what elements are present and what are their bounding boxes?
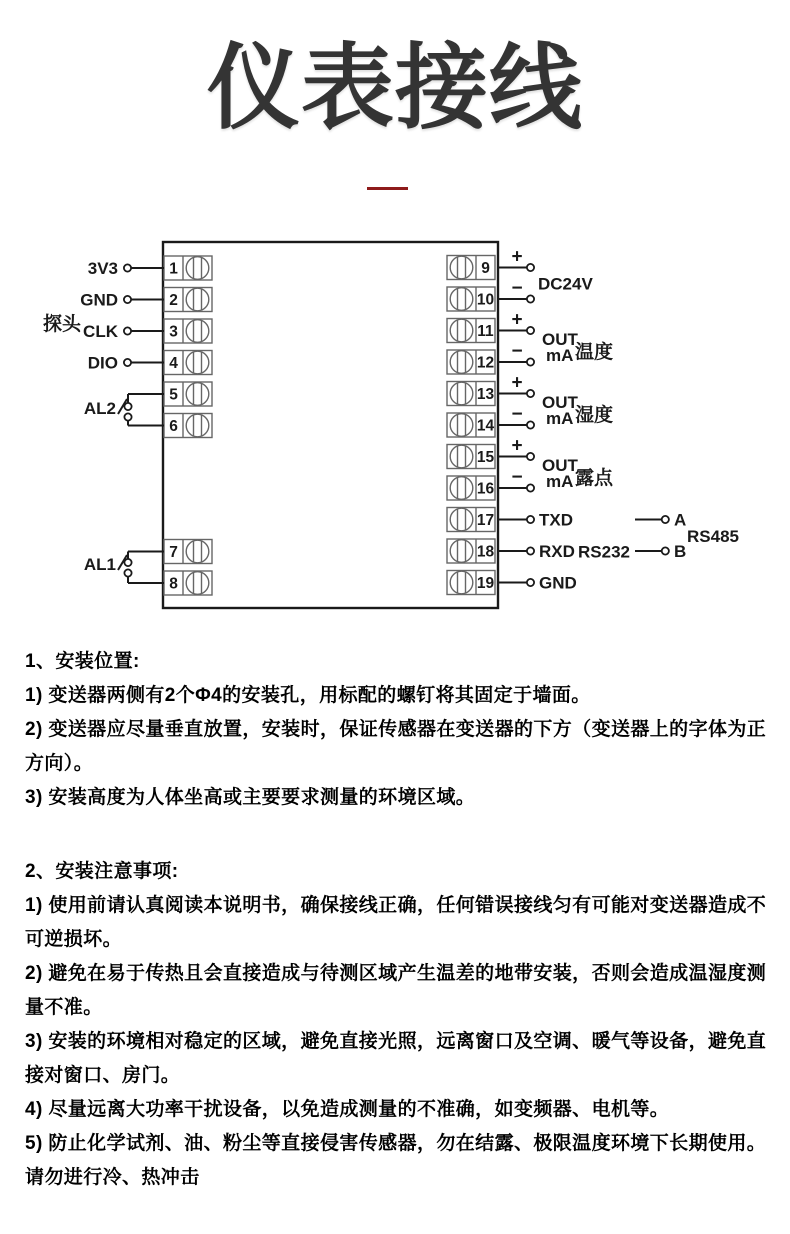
output-terminal-point <box>527 484 534 491</box>
page-title: 仪表接线 <box>207 36 583 140</box>
terminal-number-16: 16 <box>476 480 495 498</box>
instruction-item: 3) 安装的环境相对稳定的区域，避免直接光照，远离窗口及空调、暖气等设备，避免直接对窗口、房门。 <box>25 1031 767 1086</box>
instruction-item: 1) 使用前请认真阅读本说明书，确保接线正确，任何错误接线匀有可能对变送器造成不可逆损坏。 <box>25 895 767 950</box>
instruction-item: 2) 变送器应尽量垂直放置，安装时，保证传感器在变送器的下方（变送器上的字体为正方向）。 <box>25 719 767 774</box>
output-unit-label: mA <box>546 408 574 428</box>
terminal-screw-icon <box>186 572 209 595</box>
output-terminal-point <box>527 264 534 271</box>
output-out-label: OUT <box>542 392 578 412</box>
pin-label-GND: GND <box>80 290 118 310</box>
terminal-number-19: 19 <box>476 575 495 592</box>
probe-pin-terminal-point <box>124 264 131 271</box>
terminal-screw-icon <box>186 351 209 374</box>
terminal-screw-icon <box>450 414 473 437</box>
minus-sign: − <box>511 341 523 362</box>
terminal-screw-icon <box>450 540 473 563</box>
rs485-a-label: A <box>674 510 687 530</box>
output-name-label: 温度 <box>575 341 614 363</box>
serial-terminal-point <box>527 579 534 586</box>
serial-terminal-point <box>527 547 534 554</box>
pin-label-CLK: CLK <box>83 322 118 341</box>
terminal-screw-icon <box>450 351 473 374</box>
output-terminal-point <box>527 421 534 428</box>
terminal-number-2: 2 <box>169 292 178 309</box>
terminal-number-7: 7 <box>169 544 178 561</box>
terminal-number-12: 12 <box>476 354 495 372</box>
terminal-screw-icon <box>450 382 473 405</box>
instruction-section-1 <box>25 645 767 815</box>
plus-sign: + <box>511 246 523 268</box>
output-name-label: 湿度 <box>575 404 614 426</box>
terminal-number-17: 17 <box>476 512 495 529</box>
terminal-number-1: 1 <box>169 260 178 278</box>
instruction-section-2 <box>25 855 767 1195</box>
terminal-number-6: 6 <box>169 418 178 435</box>
output-out-label: OUT <box>542 455 578 475</box>
pin-label-DIO: DIO <box>87 353 118 373</box>
plus-sign: + <box>511 435 523 457</box>
terminal-number-10: 10 <box>476 291 495 309</box>
output-terminal-point <box>527 390 534 397</box>
terminal-screw-icon <box>450 571 473 594</box>
serial-label-TXD: TXD <box>539 510 573 530</box>
minus-sign: − <box>511 404 523 425</box>
terminal-screw-icon <box>186 288 209 311</box>
terminal-screw-icon <box>450 319 473 342</box>
output-out-label: OUT <box>542 329 578 349</box>
probe-label: 探头 <box>43 314 82 335</box>
terminal-screw-icon <box>186 257 209 280</box>
terminal-screw-icon <box>186 540 209 563</box>
rs485-terminal-point <box>662 516 669 523</box>
terminal-number-9: 9 <box>481 260 490 277</box>
output-terminal-point <box>527 295 534 302</box>
switch-contact-point <box>124 403 131 410</box>
minus-sign: − <box>511 467 523 488</box>
instruction-item: 2) 避免在易于传热且会直接造成与待测区域产生温差的地带安装，否则会造成温湿度测量不准。 <box>25 963 767 1018</box>
terminal-number-8: 8 <box>169 575 178 593</box>
rs232-label: RS232 <box>578 542 630 562</box>
output-terminal-point <box>527 358 534 365</box>
terminal-screw-icon <box>450 477 473 500</box>
probe-pin-terminal-point <box>124 359 131 366</box>
terminal-number-15: 15 <box>476 449 495 466</box>
pin-label-3V3: 3V3 <box>87 259 118 278</box>
instruction-item: 3) 安装高度为人体坐高或主要要求测量的环境区域。 <box>25 787 476 808</box>
terminal-screw-icon <box>186 320 209 343</box>
output-terminal-point <box>527 327 534 334</box>
serial-label-RXD: RXD <box>539 542 575 561</box>
probe-pin-terminal-point <box>124 296 131 303</box>
terminal-number-14: 14 <box>476 417 495 435</box>
section-heading: 1、安装位置: <box>25 651 140 672</box>
instruction-item: 1) 变送器两侧有2个Φ4的安装孔，用标配的螺钉将其固定于墙面。 <box>25 685 591 706</box>
terminal-number-11: 11 <box>477 323 494 340</box>
output-unit-label: mA <box>546 471 574 491</box>
terminal-number-13: 13 <box>476 386 495 403</box>
switch-contact-point <box>124 559 131 566</box>
section-heading: 2、安装注意事项: <box>25 861 179 882</box>
rs485-b-label: B <box>674 542 687 561</box>
switch-contact-point <box>124 413 131 420</box>
terminal-number-3: 3 <box>169 323 178 341</box>
rs485-label: RS485 <box>687 527 739 546</box>
plus-sign: + <box>511 309 523 331</box>
rs485-terminal-point <box>662 547 669 554</box>
switch-contact-point <box>124 569 131 576</box>
installation-instructions <box>25 645 767 1195</box>
terminal-number-18: 18 <box>476 543 495 561</box>
output-unit-label: mA <box>546 345 574 365</box>
terminal-screw-icon <box>450 288 473 311</box>
output-name-label: 露点 <box>575 467 614 489</box>
serial-terminal-point <box>527 516 534 523</box>
terminal-screw-icon <box>186 414 209 437</box>
serial-label-GND: GND <box>539 573 577 593</box>
terminal-screw-icon <box>450 256 473 279</box>
instruction-item: 5) 防止化学试剂、油、粉尘等直接侵害传感器，勿在结露、极限温度环境下长期使用。请勿进行冷、热冲击 <box>25 1133 767 1188</box>
terminal-screw-icon <box>450 445 473 468</box>
alarm-label-AL2: AL2 <box>83 399 116 418</box>
probe-pin-terminal-point <box>124 327 131 334</box>
instruction-item: 4) 尽量远离大功率干扰设备，以免造成测量的不准确，如变频器、电机等。 <box>25 1099 670 1120</box>
minus-sign: − <box>511 278 523 299</box>
alarm-label-AL1: AL1 <box>83 555 116 574</box>
terminal-screw-icon <box>186 383 209 406</box>
plus-sign: + <box>511 372 523 394</box>
terminal-screw-icon <box>450 508 473 531</box>
output-terminal-point <box>527 453 534 460</box>
terminal-number-5: 5 <box>169 386 178 404</box>
power-label-dc24v: DC24V <box>538 274 593 294</box>
terminal-number-4: 4 <box>169 355 178 372</box>
